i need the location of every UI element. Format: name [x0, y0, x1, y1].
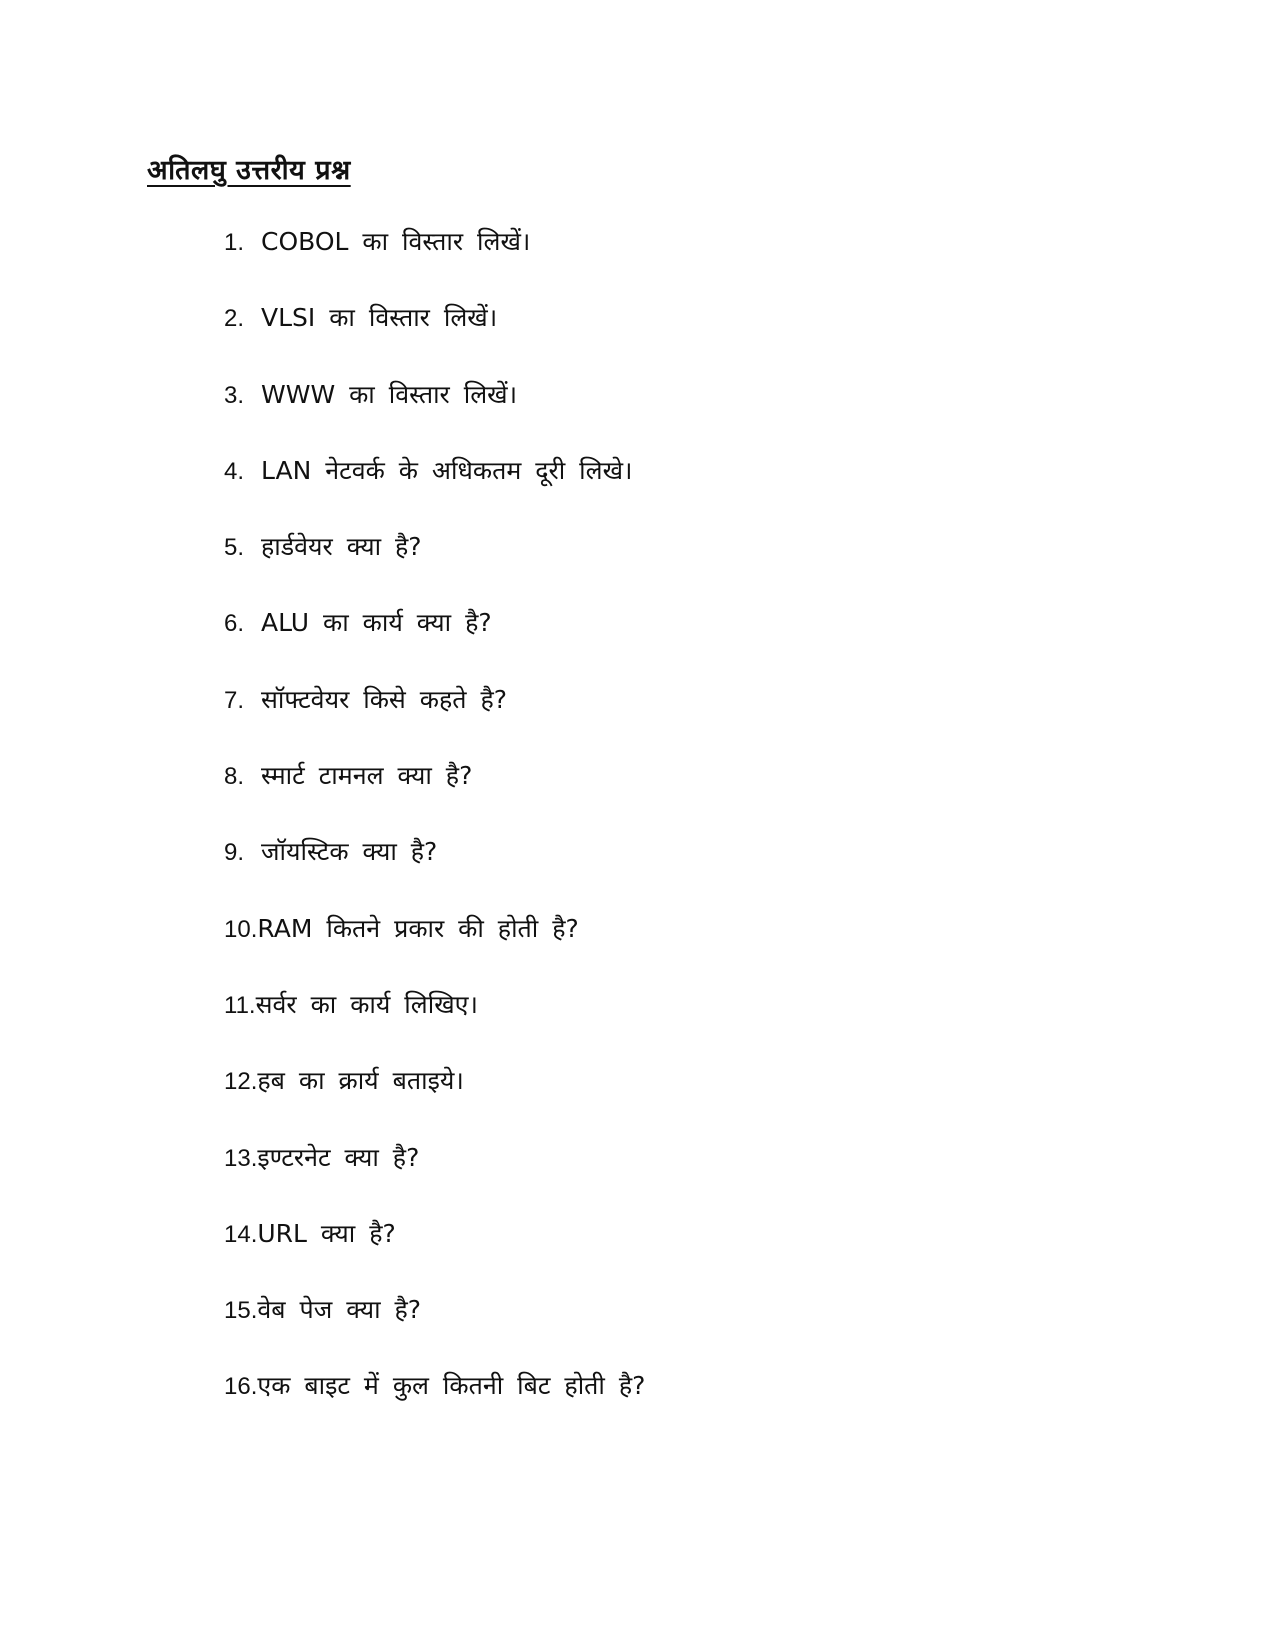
question-number: 8.: [224, 763, 245, 791]
list-item: [224, 298, 645, 374]
question-number: 3.: [224, 381, 245, 409]
question-text: स्मार्ट टामनल क्या है?: [261, 761, 473, 791]
question-number: 13.: [224, 1144, 258, 1172]
question-number: 7.: [224, 686, 245, 714]
question-text: इण्टरनेट क्या है?: [257, 1142, 420, 1172]
list-item: [224, 375, 645, 451]
list-item: [224, 985, 645, 1061]
list-item: [224, 756, 645, 832]
question-text: WWW का विस्तार लिखें।: [261, 379, 518, 409]
question-number: 9.: [224, 839, 245, 867]
list-item: [224, 603, 645, 679]
list-item: [224, 1214, 645, 1290]
question-text: RAM कितने प्रकार की होती है?: [257, 913, 579, 943]
list-item: [224, 222, 645, 298]
question-number: 11.: [224, 991, 256, 1019]
list-item: [224, 909, 645, 985]
list-item: [224, 680, 645, 756]
question-text: वेब पेज क्या है?: [257, 1295, 422, 1325]
page-title: अतिलघु उत्तरीय प्रश्न: [147, 155, 351, 186]
question-text: हार्डवेयर क्या है?: [261, 532, 422, 562]
question-number: 10.: [224, 915, 258, 943]
question-text: सर्वर का कार्य लिखिए।: [255, 989, 478, 1019]
question-text: हब का क्रार्य बताइये।: [257, 1066, 464, 1096]
question-number: 4.: [224, 457, 245, 485]
question-number: 14.: [224, 1220, 258, 1248]
list-item: [224, 832, 645, 908]
list-item: [224, 1290, 645, 1366]
question-text: एक बाइट में कुल कितनी बिट होती है?: [257, 1371, 646, 1401]
question-number: 2.: [224, 305, 245, 333]
question-number: 15.: [224, 1297, 258, 1325]
question-text: सॉफ्टवेयर किसे कहते है?: [261, 684, 507, 714]
question-number: 1.: [224, 229, 245, 256]
question-number: 5.: [224, 534, 245, 562]
question-text: URL क्या है?: [257, 1218, 396, 1248]
question-number: 6.: [224, 610, 245, 638]
list-item: [224, 1366, 645, 1442]
question-number: 16.: [224, 1373, 258, 1401]
question-number: 12.: [224, 1068, 258, 1096]
question-text: जॉयस्टिक क्या है?: [261, 837, 438, 867]
question-text: VLSI का विस्तार लिखें।: [261, 303, 498, 333]
question-list: [224, 222, 645, 1443]
list-item: [224, 1138, 645, 1214]
list-item: [224, 527, 645, 603]
question-text: LAN नेटवर्क के अधिकतम दूरी लिखे।: [261, 455, 633, 485]
question-text: ALU का कार्य क्या है?: [261, 608, 492, 638]
question-text: COBOL का विस्तार लिखें।: [261, 227, 531, 256]
list-item: [224, 1061, 645, 1137]
list-item: [224, 451, 645, 527]
